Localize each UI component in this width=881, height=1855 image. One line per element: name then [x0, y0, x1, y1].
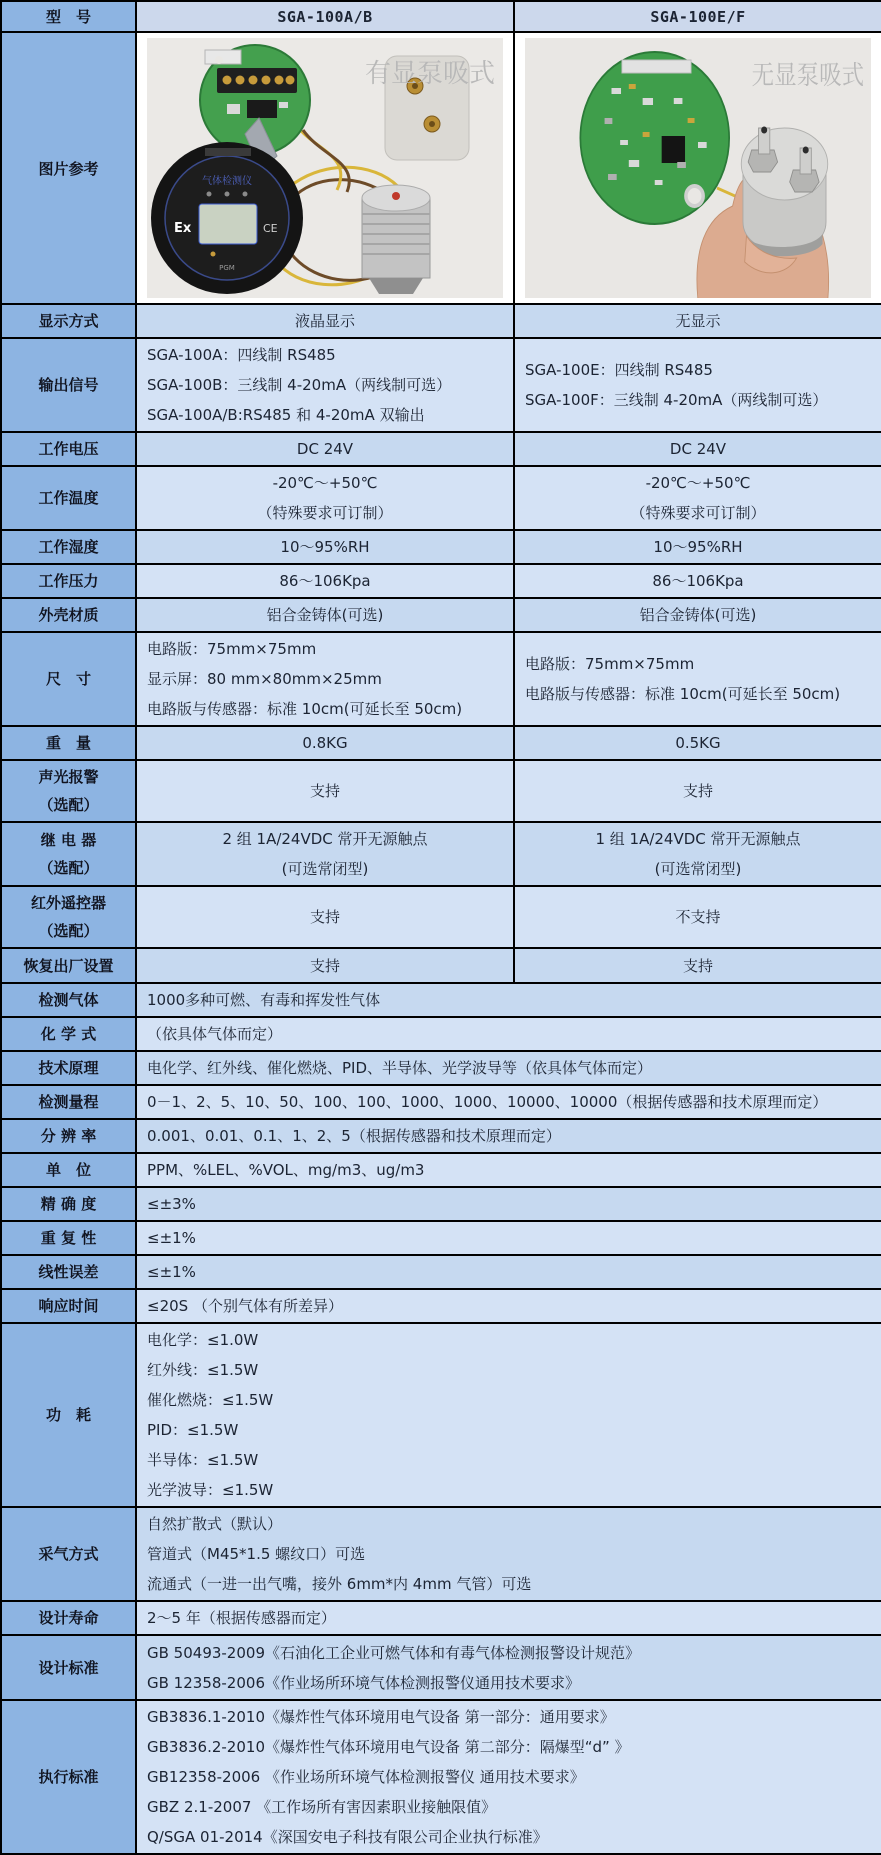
- table-row: [1, 1601, 881, 1635]
- spec-cell: [136, 1221, 881, 1255]
- row-label: [1, 432, 136, 466]
- table-row: [1, 1153, 881, 1187]
- spec-cell: [514, 632, 881, 726]
- spec-cell: [514, 466, 881, 530]
- spec-value-line: SGA-100B：三线制 4-20mA（两线制可选）: [147, 376, 452, 394]
- row-label: [1, 1085, 136, 1119]
- spec-value-line: 2 组 1A/24VDC 常开无源触点: [222, 830, 428, 848]
- spec-value-line: （依具体气体而定）: [147, 1025, 283, 1043]
- row-label-line: 工作电压: [38, 440, 99, 458]
- lcd-screen: [199, 204, 257, 244]
- spec-cell: [514, 760, 881, 822]
- spec-cell: [514, 948, 881, 983]
- spec-cell: [136, 1323, 881, 1507]
- spec-value-line: 红外线：≤1.5W: [147, 1361, 259, 1379]
- spec-value-line: 电路版：75mm×75mm: [525, 655, 695, 673]
- spec-value-line: 电化学：≤1.0W: [147, 1331, 259, 1349]
- table-row: [1, 726, 881, 760]
- row-label: [1, 822, 136, 886]
- row-label-line: 工作压力: [38, 572, 99, 590]
- spec-value-line: GB3836.2-2010《爆炸性气体环境用电气设备 第二部分：隔爆型“d” 》: [147, 1738, 630, 1756]
- spec-cell: [136, 632, 514, 726]
- row-label-line: 重 复 性: [40, 1229, 97, 1247]
- row-label-line: 设计标准: [38, 1658, 99, 1677]
- spec-cell: [136, 1085, 881, 1119]
- row-label-line: 线性误差: [38, 1263, 99, 1281]
- spec-cell: [136, 726, 514, 760]
- row-label-line: 继 电 器: [40, 831, 97, 849]
- spec-value-line: ≤±1%: [147, 1263, 196, 1281]
- spec-cell: [514, 432, 881, 466]
- product-photo-cell-left: [136, 32, 514, 304]
- spec-value-line: 支持: [682, 782, 713, 800]
- spec-cell: [514, 598, 881, 632]
- row-label-line: 声光报警: [38, 768, 99, 786]
- spec-cell: [136, 1635, 881, 1700]
- table-row: [1, 760, 881, 822]
- spec-cell: [136, 304, 514, 338]
- spec-cell: [136, 1051, 881, 1085]
- table-row: [1, 304, 881, 338]
- row-label-line: 精 确 度: [40, 1195, 97, 1213]
- gas-detector-display-unit: [151, 142, 303, 294]
- spec-value-line: 铝合金铸体(可选): [266, 606, 384, 624]
- spec-value-line: 0.5KG: [675, 734, 721, 752]
- row-label-line: 外壳材质: [38, 606, 99, 624]
- table-row: [1, 1119, 881, 1153]
- spec-value-line: 86～106Kpa: [652, 572, 744, 590]
- spec-value-line: ≤±1%: [147, 1229, 196, 1247]
- row-label-line: 响应时间: [38, 1297, 99, 1315]
- model-name-right: SGA-100E/F: [514, 1, 881, 32]
- row-label: [1, 1255, 136, 1289]
- table-row: [1, 822, 881, 886]
- spec-value-line: GB 12358-2006《作业场所环境气体检测报警仪通用技术要求》: [147, 1673, 580, 1692]
- spec-cell: [136, 1119, 881, 1153]
- spec-cell: [136, 432, 514, 466]
- spec-value-line: SGA-100E：四线制 RS485: [525, 361, 713, 379]
- spec-cell: [514, 886, 881, 948]
- spec-value-line: GB12358-2006 《作业场所环境气体检测报警仪 通用技术要求》: [147, 1768, 585, 1786]
- spec-value-line: -20℃～+50℃: [272, 474, 378, 492]
- spec-cell: [136, 598, 514, 632]
- spec-value-line: 支持: [309, 782, 340, 800]
- ce-mark: CE: [263, 222, 278, 235]
- spec-value-line: 半导体：≤1.5W: [147, 1451, 259, 1469]
- spec-cell: [136, 1700, 881, 1854]
- row-label-line: 工作湿度: [38, 538, 99, 556]
- row-label: [1, 1017, 136, 1051]
- row-label: [1, 1289, 136, 1323]
- spec-value-line: 无显示: [675, 312, 721, 330]
- table-row: [1, 1017, 881, 1051]
- pgm-mark: PGM: [219, 264, 235, 272]
- spec-value-line: 0.001、0.01、0.1、1、2、5（根据传感器和技术原理而定）: [147, 1127, 561, 1145]
- spec-value-line: 86～106Kpa: [279, 572, 371, 590]
- table-row: [1, 886, 881, 948]
- spec-cell: [136, 822, 514, 886]
- spec-cell: [514, 726, 881, 760]
- row-label-line: 化 学 式: [40, 1025, 97, 1043]
- image-reference-row: [1, 32, 881, 304]
- spec-value-line: 电路版与传感器：标准 10cm(可延长至 50cm): [525, 685, 841, 703]
- spec-cell: [136, 1255, 881, 1289]
- row-label: [1, 1700, 136, 1854]
- spec-value-line: 光学波导：≤1.5W: [147, 1481, 274, 1499]
- table-row: [1, 1700, 881, 1854]
- row-label-line: （选配）: [38, 922, 99, 940]
- spec-value-line: 自然扩散式（默认）: [147, 1515, 283, 1533]
- spec-cell: [514, 530, 881, 564]
- table-row: [1, 1051, 881, 1085]
- table-row: [1, 948, 881, 983]
- spec-value-line: SGA-100A：四线制 RS485: [147, 346, 336, 364]
- spec-value-line: 电化学、红外线、催化燃烧、PID、半导体、光学波导等（依具体气体而定）: [147, 1059, 653, 1077]
- spec-cell: [136, 530, 514, 564]
- table-row: [1, 466, 881, 530]
- row-label-line: 工作温度: [38, 489, 99, 507]
- sensor-cylinder: [362, 185, 430, 294]
- spec-cell: [136, 1289, 881, 1323]
- table-row: [1, 1635, 881, 1700]
- spec-value-line: 2～5 年（根据传感器而定）: [147, 1609, 336, 1627]
- table-row: [1, 530, 881, 564]
- row-label: [1, 726, 136, 760]
- spec-value-line: (可选常闭型): [654, 860, 742, 878]
- spec-value-line: 不支持: [675, 908, 721, 926]
- spec-value-line: 10～95%RH: [280, 538, 370, 556]
- spec-value-line: 流通式（一进一出气嘴，接外 6mm*内 4mm 气管）可选: [147, 1575, 532, 1593]
- row-label-line: 技术原理: [38, 1059, 99, 1077]
- row-label: [1, 338, 136, 432]
- row-label: [1, 466, 136, 530]
- spec-cell: [514, 564, 881, 598]
- row-label: [1, 1153, 136, 1187]
- row-label: [1, 760, 136, 822]
- spec-value-line: 10～95%RH: [653, 538, 743, 556]
- row-label-line: 检测气体: [38, 991, 99, 1009]
- spec-value-line: -20℃～+50℃: [645, 474, 751, 492]
- spec-cell: [514, 304, 881, 338]
- photo-watermark-left: 有显泵吸式: [364, 59, 495, 89]
- spec-value-line: GB3836.1-2010《爆炸性气体环境用电气设备 第一部分：通用要求》: [147, 1708, 615, 1726]
- header-row: [1, 1, 881, 32]
- model-name-left: SGA-100A/B: [136, 1, 514, 32]
- row-label-line: （选配）: [38, 796, 99, 814]
- row-label: [1, 304, 136, 338]
- spec-value-line: ≤±3%: [147, 1195, 196, 1213]
- spec-value-line: 液晶显示: [294, 312, 355, 330]
- row-label-line: 显示方式: [38, 312, 99, 330]
- row-label: [1, 1119, 136, 1153]
- spec-value-line: 电路版与传感器：标准 10cm(可延长至 50cm): [147, 700, 463, 718]
- row-label: [1, 1601, 136, 1635]
- spec-cell: [136, 1601, 881, 1635]
- product-photo-right: [525, 38, 871, 298]
- spec-value-line: （特殊要求可订制）: [257, 504, 393, 522]
- table-row: [1, 598, 881, 632]
- spec-value-line: （特殊要求可订制）: [630, 504, 766, 522]
- spec-value-line: GBZ 2.1-2007 《工作场所有害因素职业接触限值》: [147, 1798, 497, 1816]
- spec-value-line: (可选常闭型): [281, 860, 369, 878]
- row-label: [1, 983, 136, 1017]
- table-row: [1, 1289, 881, 1323]
- row-label: [1, 1051, 136, 1085]
- row-label: [1, 948, 136, 983]
- spec-value-line: PID：≤1.5W: [147, 1421, 239, 1439]
- row-label: [1, 632, 136, 726]
- spec-value-line: 1000多种可燃、有毒和挥发性气体: [147, 991, 381, 1009]
- spec-value-line: SGA-100F：三线制 4-20mA（两线制可选）: [525, 391, 828, 409]
- table-row: [1, 1085, 881, 1119]
- spec-cell: [136, 338, 514, 432]
- spec-cell: [136, 564, 514, 598]
- row-label: [1, 1635, 136, 1700]
- row-label-line: 红外遥控器: [30, 894, 106, 912]
- spec-value-line: 支持: [682, 956, 713, 975]
- spec-cell: [136, 1153, 881, 1187]
- row-label-line: 分 辨 率: [40, 1127, 97, 1145]
- spec-value-line: 管道式（M45*1.5 螺纹口）可选: [147, 1545, 366, 1563]
- model-row-label: 型 号: [1, 1, 136, 32]
- image-row-label: 图片参考: [1, 32, 136, 304]
- row-label-line: 恢复出厂设置: [23, 956, 114, 975]
- spec-value-line: 显示屏：80 mm×80mm×25mm: [147, 670, 382, 688]
- spec-cell: [136, 466, 514, 530]
- row-label-line: 重 量: [45, 734, 91, 752]
- row-label-line: 单 位: [45, 1161, 91, 1179]
- spec-table-body: [1, 1, 881, 1854]
- spec-cell: [136, 1187, 881, 1221]
- row-label-line: （选配）: [38, 859, 99, 877]
- row-label: [1, 1507, 136, 1601]
- ex-mark: Ex: [174, 221, 192, 236]
- photo-watermark-right: 无显泵吸式: [751, 59, 865, 91]
- table-row: [1, 1507, 881, 1601]
- spec-value-line: 0.8KG: [302, 734, 348, 752]
- row-label: [1, 1323, 136, 1507]
- spec-value-line: 1 组 1A/24VDC 常开无源触点: [595, 830, 801, 848]
- row-label-line: 执行标准: [38, 1768, 99, 1786]
- spec-cell: [136, 1017, 881, 1051]
- row-label-line: 设计寿命: [38, 1609, 99, 1627]
- spec-cell: [136, 948, 514, 983]
- spec-value-line: ≤20S （个别气体有所差异）: [147, 1297, 343, 1315]
- row-label: [1, 530, 136, 564]
- sensor-cylinder-right: [741, 127, 828, 257]
- spec-value-line: PPM、%LEL、%VOL、mg/m3、ug/m3: [147, 1161, 425, 1179]
- row-label: [1, 886, 136, 948]
- product-photo-left: [147, 38, 503, 298]
- row-label-line: 采气方式: [38, 1545, 99, 1563]
- spec-cell: [514, 338, 881, 432]
- sensor-red-dot: [392, 192, 400, 200]
- spec-value-line: 电路版：75mm×75mm: [147, 640, 317, 658]
- device-title: 气体检测仪: [202, 176, 252, 187]
- row-label: [1, 598, 136, 632]
- spec-cell: [136, 983, 881, 1017]
- table-row: [1, 564, 881, 598]
- row-label-line: 输出信号: [38, 376, 99, 394]
- spec-value-line: 铝合金铸体(可选): [639, 606, 757, 624]
- spec-value-line: Q/SGA 01-2014《深国安电子科技有限公司企业执行标准》: [147, 1828, 548, 1846]
- row-label: [1, 1187, 136, 1221]
- row-label-line: 检测量程: [38, 1093, 99, 1111]
- table-row: [1, 432, 881, 466]
- row-label: [1, 1221, 136, 1255]
- spec-value-line: GB 50493-2009《石油化工企业可燃气体和有毒气体检测报警设计规范》: [147, 1643, 640, 1662]
- table-row: [1, 1187, 881, 1221]
- row-label: [1, 564, 136, 598]
- row-label-line: 功 耗: [45, 1406, 91, 1424]
- spec-value-line: 0－1、2、5、10、50、100、100、1000、1000、10000、10000（根据传感器和技术原理而定）: [147, 1093, 828, 1111]
- table-row: [1, 1255, 881, 1289]
- spec-value-line: 支持: [309, 956, 340, 975]
- table-row: [1, 1221, 881, 1255]
- spec-value-line: SGA-100A/B:RS485 和 4-20mA 双输出: [147, 406, 425, 424]
- table-row: [1, 338, 881, 432]
- table-row: [1, 983, 881, 1017]
- spec-value-line: 支持: [309, 908, 340, 926]
- spec-value-line: 催化燃烧：≤1.5W: [147, 1391, 274, 1409]
- spec-value-line: DC 24V: [296, 440, 354, 458]
- spec-cell: [136, 886, 514, 948]
- product-photo-cell-right: [514, 32, 881, 304]
- table-row: [1, 632, 881, 726]
- spec-value-line: DC 24V: [669, 440, 727, 458]
- spec-cell: [136, 760, 514, 822]
- spec-cell: [136, 1507, 881, 1601]
- spec-cell: [514, 822, 881, 886]
- row-label-line: 尺 寸: [45, 670, 91, 688]
- table-row: [1, 1323, 881, 1507]
